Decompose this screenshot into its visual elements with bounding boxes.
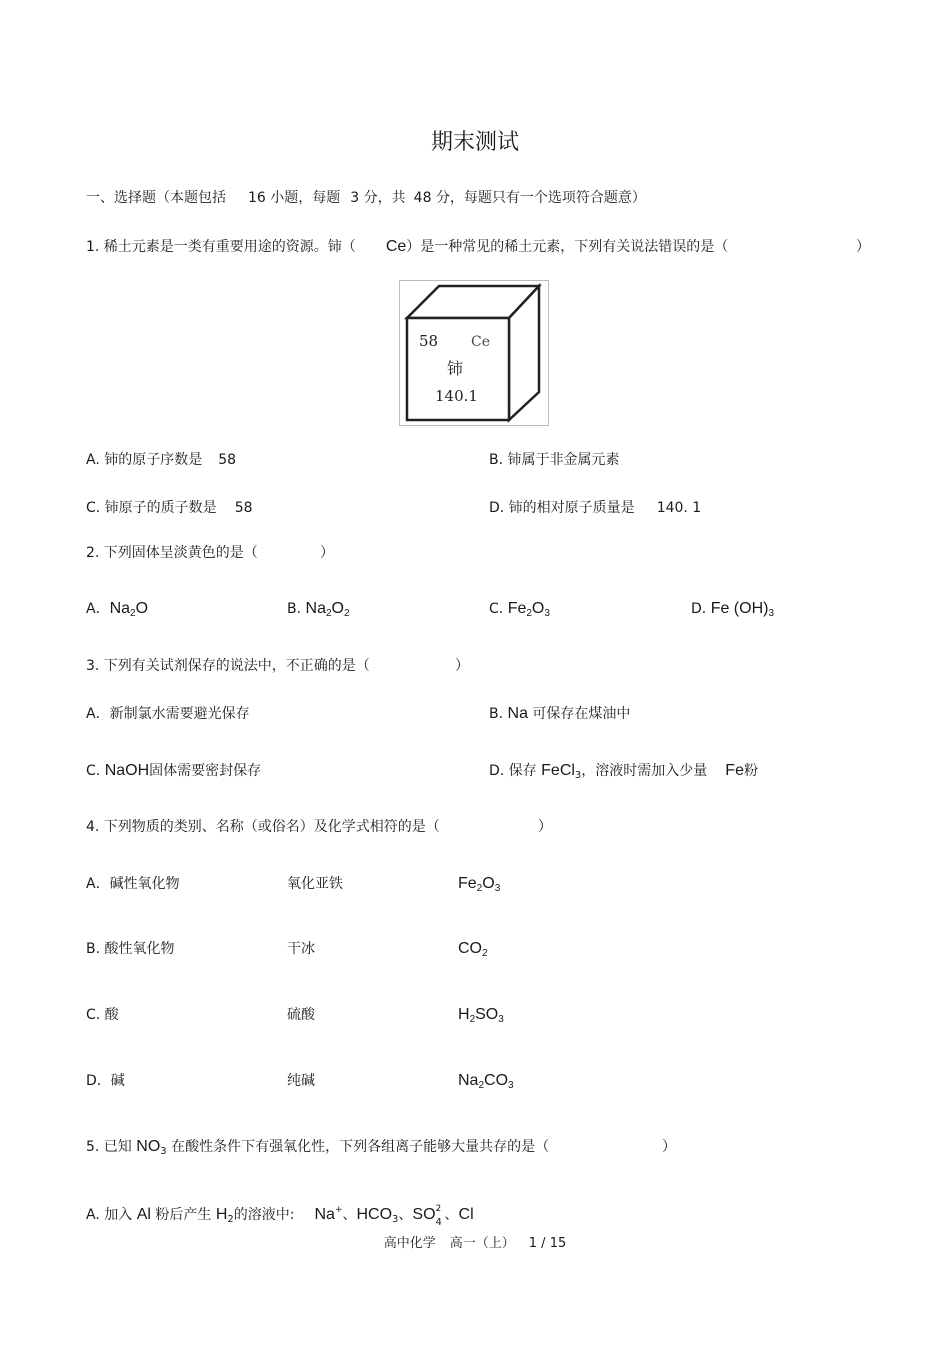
q4-a-name: 氧化亚铁 [287, 876, 343, 892]
q5-stem-b: 在酸性条件下有强氧化性，下列各组离子能够大量共存的是（ [171, 1139, 550, 1155]
q4-b-formula: $CO_2$ [458, 940, 488, 959]
q2-b-formula: $Na_2O_2$ [305, 600, 350, 619]
card-atomic-mass: 140.1 [435, 387, 478, 405]
q3-d-text2: 粉 [743, 763, 758, 779]
q1-stem-b: ）是一种常见的稀土元素，下列有关说法错误的是（ [406, 239, 729, 255]
q4-d-category: D．碱 [86, 1073, 125, 1089]
q2-c-formula: $Fe_2O_3$ [507, 600, 550, 619]
q4-close-paren: ） [538, 819, 552, 835]
question-2-stem: 2. 下列固体呈淡黄色的是（ [86, 545, 258, 561]
card-element-name: 铈 [447, 359, 464, 378]
q5-ion-hco3: HCO [356, 1206, 393, 1223]
q4-a-formula: $Fe_2O_3$ [458, 875, 501, 894]
q3-c-text: 固体需要密封保存 [149, 763, 262, 779]
q4-d-formula: $Na_2CO_3$ [458, 1072, 514, 1091]
q1-symbol: Ce [385, 238, 407, 255]
q4-c-formula: $H_2SO_3$ [458, 1006, 504, 1025]
q5-ion: NO [136, 1138, 161, 1155]
q5-ion-so4-subscript: 4 [435, 1217, 442, 1228]
q5-a-text1: A. 加入 [86, 1207, 133, 1223]
question-1-stem [86, 238, 728, 256]
footer-subject: 高中化学 [383, 1236, 436, 1251]
q2-option-d[interactable] [691, 600, 774, 618]
q2-option-b[interactable] [287, 600, 350, 618]
q4-a-category: A．碱性氧化物 [86, 876, 180, 892]
section-mid2: 分，共 [363, 190, 406, 206]
q4-b-category: B. 酸性氧化物 [86, 941, 175, 957]
q5-ion-hco3-subscript: 3 [392, 1214, 399, 1225]
q2-close-paren: ） [320, 545, 334, 561]
q1-option-b[interactable]: B. 铈属于非金属元素 [489, 452, 620, 468]
section-instructions [86, 189, 646, 207]
element-card-image [399, 280, 549, 426]
q5-sep2: 、 [398, 1207, 413, 1223]
q4-b-name: 干冰 [287, 941, 315, 957]
footer-grade: 高一（上） [449, 1236, 515, 1251]
q3-b-text: 可保存在煤油中 [532, 706, 631, 722]
q3-d-formula: FeCl [541, 762, 575, 779]
q1-option-a[interactable] [86, 451, 236, 469]
q4-d-name: 纯碱 [287, 1073, 315, 1089]
q3-c-label: C. [86, 763, 101, 779]
q1-c-value: 58 [234, 500, 253, 516]
page-title: 期末测试 [430, 130, 519, 155]
q3-option-a[interactable]: A．新制氯水需要避光保存 [86, 706, 250, 722]
q3-option-c[interactable] [86, 762, 261, 780]
q5-sep3: 、 [444, 1207, 459, 1223]
question-5-stem [86, 1138, 549, 1156]
q2-option-a[interactable] [86, 600, 148, 618]
q2-a-formula: $Na_2O$ [109, 600, 149, 619]
q5-a-h2: H [215, 1206, 228, 1223]
q1-close-paren: ） [856, 239, 870, 255]
q5-a-text3: 的溶液中: [233, 1207, 295, 1223]
q2-d-label: D. [691, 601, 707, 617]
q3-c-formula: NaOH [104, 762, 150, 779]
q5-ion-subscript: 3 [160, 1146, 167, 1157]
q3-d-text: ，溶液时需加入少量 [581, 763, 708, 779]
q5-sep1: 、 [342, 1207, 357, 1223]
total-score: 48 [413, 190, 432, 206]
question-3-stem: 3. 下列有关试剂保存的说法中，不正确的是（ [86, 658, 370, 674]
q5-ion-cl: Cl [458, 1206, 474, 1223]
q3-option-d[interactable] [489, 762, 758, 780]
q1-option-d[interactable] [489, 499, 701, 517]
q2-d-formula: Fe $(OH)_3$ [710, 600, 775, 619]
q5-stem-a: 5. 已知 [86, 1139, 132, 1155]
footer-page-number: 1 / 15 [528, 1236, 567, 1251]
q3-d-fe: Fe [725, 762, 744, 779]
q1-d-value: 140. 1 [656, 500, 702, 516]
q1-option-c[interactable] [86, 499, 253, 517]
q4-c-name: 硫酸 [287, 1007, 315, 1023]
q3-d-subscript: 3 [574, 770, 582, 781]
card-symbol: Ce [471, 334, 490, 350]
q2-b-label: B. [287, 601, 302, 617]
q5-ion-na: Na [314, 1206, 335, 1223]
q5-a-h2-subscript: 2 [227, 1214, 234, 1225]
q5-a-text2: 粉后产生 [155, 1207, 212, 1223]
q1-a-value: 58 [218, 452, 237, 468]
page-footer [0, 1232, 950, 1251]
q3-close-paren: ） [455, 658, 469, 674]
card-atomic-number: 58 [419, 332, 439, 350]
q1-c-text: C. 铈原子的质子数是 [86, 500, 217, 516]
q1-stem-a: 1. 稀土元素是一类有重要用途的资源。铈（ [86, 239, 356, 255]
question-count: 16 [248, 190, 266, 206]
section-mid1: 小题，每题 [270, 190, 341, 206]
q5-option-a[interactable] [86, 1204, 474, 1228]
q2-a-label: A． [86, 601, 110, 617]
q3-option-b[interactable] [489, 705, 630, 723]
q5-a-al: Al [136, 1206, 151, 1223]
question-4-stem: 4. 下列物质的类别、名称（或俗名）及化学式相符的是（ [86, 819, 440, 835]
q3-b-formula: Na [507, 705, 528, 722]
q1-a-text: A. 铈的原子序数是 [86, 452, 203, 468]
section-tail: 分，每题只有一个选项符合题意） [435, 190, 646, 206]
q4-c-category: C. 酸 [86, 1007, 119, 1023]
q3-b-label: B. [489, 706, 504, 722]
q2-c-label: C. [489, 601, 504, 617]
q5-ion-na-charge: + [334, 1205, 343, 1215]
q1-d-text: D. 铈的相对原子质量是 [489, 500, 635, 516]
q5-close-paren: ） [662, 1139, 676, 1155]
q3-d-label: D. 保存 [489, 763, 537, 779]
q5-ion-so4-charge: 2 [435, 1204, 442, 1214]
q2-option-c[interactable] [489, 600, 550, 618]
q5-ion-so4: SO [412, 1206, 436, 1223]
score-per-question: 3 [350, 190, 360, 206]
section-head: 一、选择题（本题包括 [86, 190, 226, 206]
